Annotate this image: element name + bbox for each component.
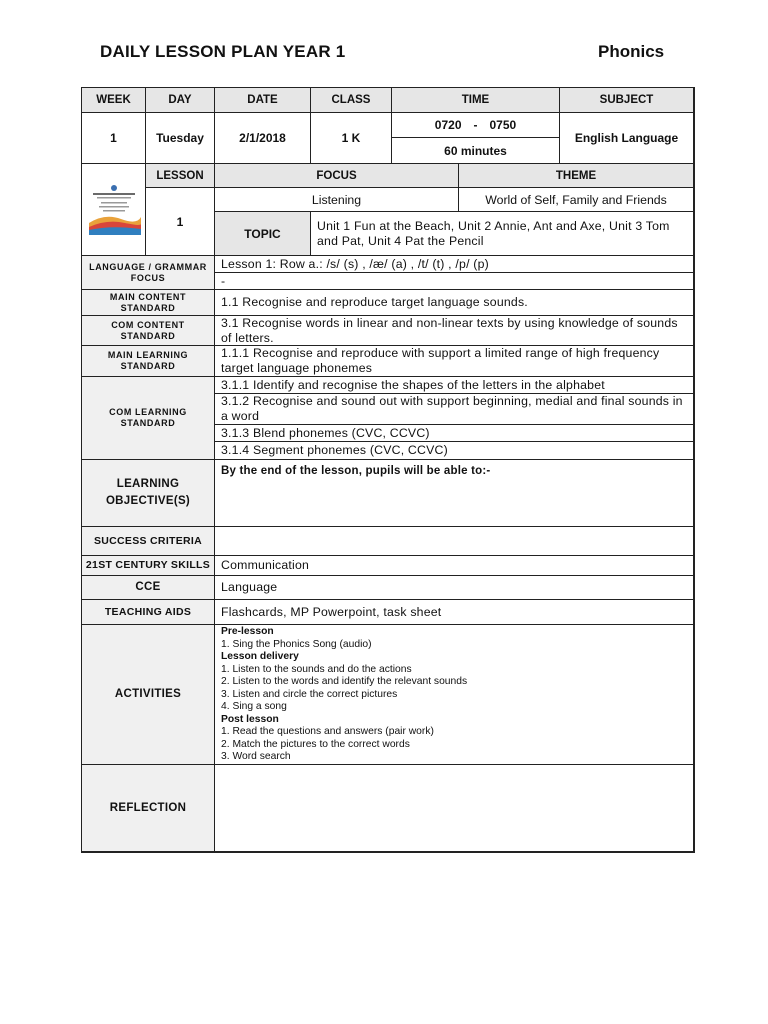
time-start: 0720: [434, 118, 462, 132]
activity-step: 3. Listen and circle the correct pictures: [221, 688, 398, 700]
century-skills-value: Communication: [215, 556, 694, 576]
learning-objectives-value: By the end of the lesson, pupils will be able to:-: [215, 460, 694, 527]
theme-header: THEME: [459, 164, 694, 188]
language-focus-line1: Lesson 1: Row a.: /s/ (s) , /æ/ (a) , /t/ (t) , /p/ (p): [215, 256, 694, 273]
activity-step: 3. Word search: [221, 751, 291, 762]
time-end: 0750: [489, 118, 517, 132]
col-date-header: DATE: [215, 88, 311, 113]
cce-label: CCE: [82, 576, 215, 600]
com-learning-item: 3.1.1 Identify and recognise the shapes of the letters in the alphabet: [215, 377, 694, 394]
reflection-value: [215, 765, 694, 852]
com-learning-item: 3.1.3 Blend phonemes (CVC, CCVC): [215, 425, 694, 442]
activity-step: 1. Read the questions and answers (pair work): [221, 726, 434, 737]
time-separator: -: [473, 118, 478, 132]
class-value: 1 K: [311, 113, 392, 164]
activities-value: [215, 625, 694, 765]
duration-value: 60 minutes: [392, 138, 560, 164]
col-class-header: CLASS: [311, 88, 392, 113]
teaching-aids-label: TEACHING AIDS: [82, 600, 215, 625]
lesson-number: 1: [146, 188, 215, 256]
topic-label: TOPIC: [215, 212, 311, 256]
language-focus-line2: -: [215, 273, 694, 290]
page-title: DAILY LESSON PLAN YEAR 1: [100, 42, 346, 61]
activity-step: 1. Sing the Phonics Song (audio): [221, 638, 372, 650]
post-lesson-heading: Post lesson: [221, 713, 279, 725]
date-value: 2/1/2018: [215, 113, 311, 164]
week-value: 1: [82, 113, 146, 164]
main-learning-value: 1.1.1 Recognise and reproduce with support a limited range of high frequency target language phonemes: [215, 346, 694, 377]
com-content-label: COM CONTENT STANDARD: [82, 316, 215, 346]
com-learning-label: COM LEARNING STANDARD: [82, 377, 215, 460]
activity-step: 2. Match the pictures to the correct words: [221, 738, 410, 750]
main-content-value: 1.1 Recognise and reproduce target language sounds.: [215, 290, 694, 316]
col-week-header: WEEK: [82, 88, 146, 113]
lesson-header: LESSON: [146, 164, 215, 188]
success-criteria-value: [215, 527, 694, 556]
learning-objectives-label: LEARNING OBJECTIVE(S): [82, 460, 215, 527]
activities-label: ACTIVITIES: [82, 625, 215, 765]
com-learning-item: 3.1.4 Segment phonemes (CVC, CCVC): [215, 442, 694, 460]
book-cover-icon: [87, 183, 141, 235]
focus-header: FOCUS: [215, 164, 459, 188]
success-criteria-label: SUCCESS CRITERIA: [82, 527, 215, 556]
com-content-value: 3.1 Recognise words in linear and non-linear texts by using knowledge of sounds of letters.: [215, 316, 694, 346]
pre-lesson-heading: Pre-lesson: [221, 626, 274, 637]
language-focus-label: LANGUAGE / GRAMMAR FOCUS: [82, 256, 215, 290]
cce-value: Language: [215, 576, 694, 600]
teaching-aids-value: Flashcards, MP Powerpoint, task sheet: [215, 600, 694, 625]
activity-step: 2. Listen to the words and identify the relevant sounds: [221, 676, 468, 687]
page-subject: Phonics: [598, 42, 665, 61]
lesson-delivery-heading: Lesson delivery: [221, 651, 299, 662]
activity-step: 1. Listen to the sounds and do the actions: [221, 663, 412, 675]
reflection-label: REFLECTION: [82, 765, 215, 852]
topic-value: Unit 1 Fun at the Beach, Unit 2 Annie, Ant and Axe, Unit 3 Tom and Pat, Unit 4 Pat the Pencil: [311, 212, 694, 256]
col-time-header: TIME: [392, 88, 560, 113]
com-learning-item: 3.1.2 Recognise and sound out with support beginning, medial and final sounds in a word: [215, 394, 694, 425]
col-subject-header: SUBJECT: [560, 88, 694, 113]
col-day-header: DAY: [146, 88, 215, 113]
main-learning-label: MAIN LEARNING STANDARD: [82, 346, 215, 377]
time-range: [392, 113, 560, 138]
century-skills-label: 21ST CENTURY SKILLS: [82, 556, 215, 576]
theme-value: World of Self, Family and Friends: [459, 188, 694, 212]
subject-value: English Language: [560, 113, 694, 164]
main-content-label: MAIN CONTENT STANDARD: [82, 290, 215, 316]
focus-value: Listening: [215, 188, 459, 212]
day-value: Tuesday: [146, 113, 215, 164]
activity-step: 4. Sing a song: [221, 701, 287, 712]
